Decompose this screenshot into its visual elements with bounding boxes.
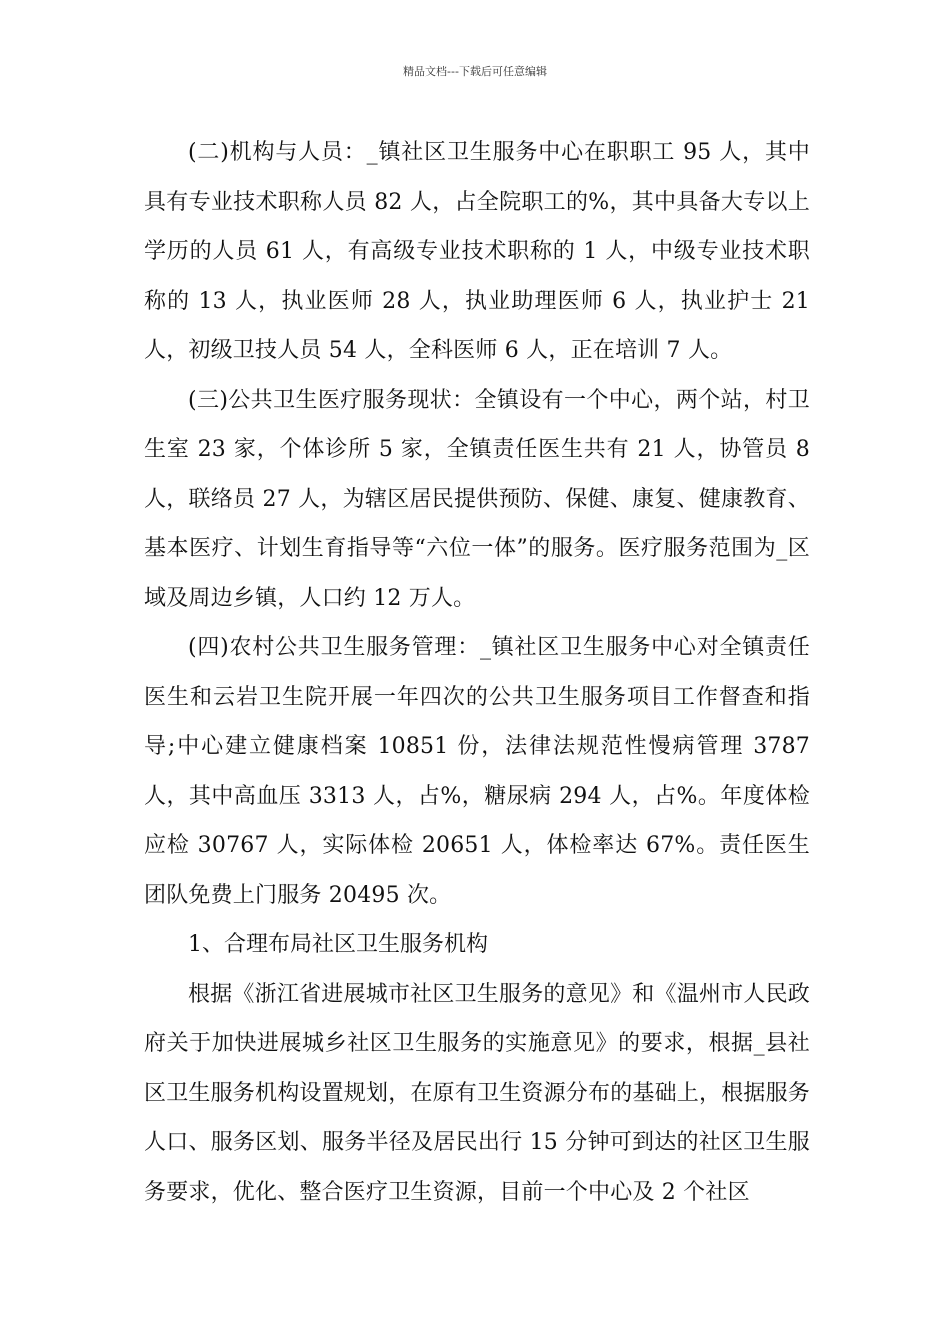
paragraph-institutions-staff: (二)机构与人员：_镇社区卫生服务中心在职职工 95 人，其中具有专业技术职称人员 82 人，占全院职工的%，其中具备大专以上学历的人员 61 人，有高级专业技术职称的 1 人，中级专业技术职称的 13 人，执业医师 28 人，执业助理医师 6 人，执业护士 21 人，初级卫技人员 54 人，全科医师 6 人，正在培训 7 人。 (144, 140, 810, 363)
paragraph-rural-health-management: (四)农村公共卫生服务管理：_镇社区卫生服务中心对全镇责任医生和云岩卫生院开展一年四次的公共卫生服务项目工作督查和指导;中心建立健康档案 10851 份，法律法规范性慢病管理 3787 人，其中高血压 3313 人，占%，糖尿病 294 人，占%。年度体检应检 30767 人，实际体检 20651 人，体检率达 67%。责任医生团队免费上门服务 20495 次。 (144, 635, 810, 908)
paragraph-layout-plan: 根据《浙江省进展城市社区卫生服务的意见》和《温州市人民政府关于加快进展城乡社区卫生服务的实施意见》的要求，根据_县社区卫生服务机构设置规划，在原有卫生资源分布的基础上，根据服务人口、服务区划、服务半径及居民出行 15 分钟可到达的社区卫生服务要求，优化、整合医疗卫生资源，目前一个中心及 2 个社区 (144, 981, 811, 1205)
paragraph-public-health-status: (三)公共卫生医疗服务现状：全镇设有一个中心，两个站，村卫生室 23 家，个体诊所 5 家，全镇责任医生共有 21 人，协管员 8 人，联络员 27 人，为辖区居民提供预防、保健、康复、健康教育、基本医疗、计划生育指导等“六位一体”的服务。医疗服务范围为_区域及周边乡镇，人口约 12 万人。 (144, 387, 810, 611)
section-heading: 1、合理布局社区卫生服务机构 (188, 932, 488, 957)
document-body (144, 128, 810, 1217)
page-header: 精品文档---下载后可任意编辑 (403, 65, 547, 78)
